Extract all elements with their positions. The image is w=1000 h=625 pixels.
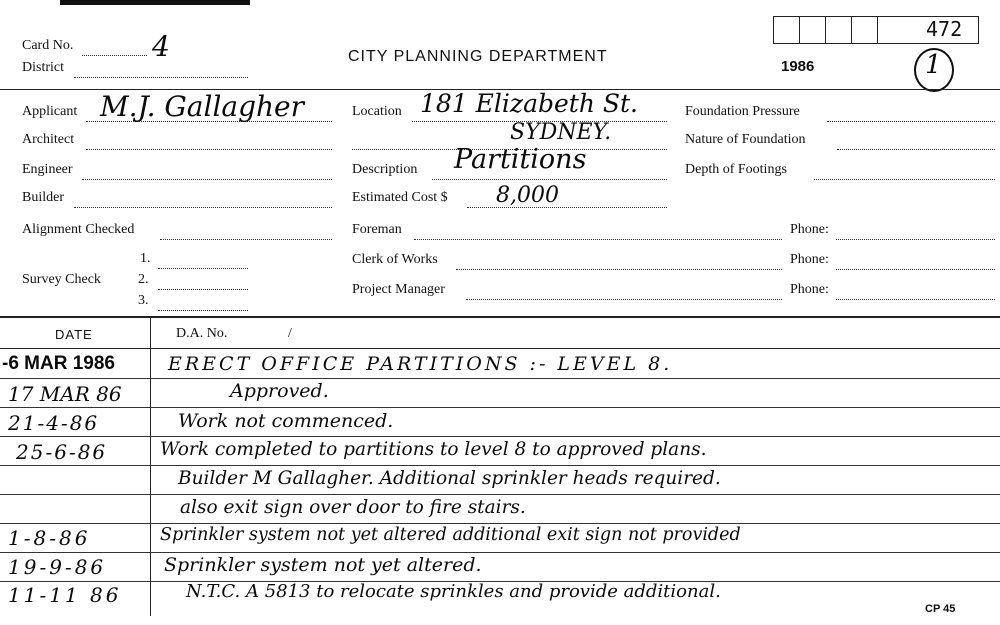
depth-footings-label: Depth of Footings (685, 162, 787, 177)
survey-2: 2. (138, 272, 149, 287)
alignment-dots (160, 239, 332, 240)
survey-3: 3. (138, 293, 149, 308)
log-entry-text-9: N.T.C. A 5813 to relocate sprinkles and provide additional. (186, 581, 721, 602)
card-no-label: Card No. (22, 38, 74, 53)
ref-circled-number: 1 (925, 50, 942, 80)
log-entry-date-8: 19-9-86 (8, 555, 107, 579)
card-no-value: 4 (152, 30, 170, 63)
phone-label-1: Phone: (790, 222, 829, 237)
district-label: District (22, 60, 64, 75)
log-entry-date-7: 1-8-86 (8, 526, 91, 550)
survey-1: 1. (140, 251, 151, 266)
log-entry-date-2: 17 MAR 86 (8, 382, 122, 406)
location-label: Location (352, 104, 402, 119)
architect-dots (86, 149, 332, 150)
description-label: Description (352, 162, 418, 177)
phone-dots-2 (836, 269, 995, 270)
rule-7 (0, 552, 1000, 553)
rule-6 (0, 523, 1000, 524)
card-no-dots (82, 55, 147, 56)
rule-2 (0, 407, 1000, 408)
phone-dots-3 (836, 299, 995, 300)
date-column-header: DATE (55, 327, 93, 342)
builder-label: Builder (22, 190, 64, 205)
log-entry-date-1: -6 MAR 1986 (2, 353, 115, 374)
rule-5 (0, 494, 1000, 495)
phone-label-2: Phone: (790, 252, 829, 267)
log-entry-text-2: Approved. (230, 380, 329, 402)
clerk-dots (456, 269, 782, 270)
cost-value: 8,000 (496, 183, 559, 208)
log-entry-text-1: ERECT OFFICE PARTITIONS :- LEVEL 8. (168, 353, 673, 375)
department-title: CITY PLANNING DEPARTMENT (348, 48, 608, 65)
depth-footings-dots (814, 179, 995, 180)
log-entry-text-8: Sprinkler system not yet altered. (164, 554, 482, 576)
survey-3-dots (158, 310, 248, 311)
year: 1986 (781, 58, 815, 75)
nature-foundation-label: Nature of Foundation (685, 132, 806, 147)
phone-dots-1 (836, 239, 995, 240)
log-entry-text-3: Work not commenced. (178, 410, 394, 432)
log-entry-text-7: Sprinkler system not yet altered additional exit sign not provided (160, 525, 741, 545)
clerk-label: Clerk of Works (352, 252, 438, 267)
log-entry-date-4: 25-6-86 (16, 440, 108, 464)
engineer-label: Engineer (22, 162, 73, 177)
description-dots (432, 179, 667, 180)
architect-label: Architect (22, 132, 75, 147)
cost-label: Estimated Cost $ (352, 190, 448, 205)
project-manager-dots (466, 299, 782, 300)
project-manager-label: Project Manager (352, 282, 445, 297)
foreman-label: Foreman (352, 222, 402, 237)
location-value-2: SYDNEY. (510, 120, 612, 145)
applicant-label: Applicant (22, 104, 78, 119)
foundation-pressure-dots (827, 121, 995, 122)
description-value: Partitions (454, 144, 587, 175)
log-entry-date-3: 21-4-86 (8, 411, 100, 435)
da-number-value: / (288, 326, 292, 341)
foreman-dots (414, 239, 782, 240)
survey-label: Survey Check (22, 272, 101, 287)
log-entry-text-5: Builder M Gallagher. Additional sprinkler heads required. (178, 468, 721, 489)
da-number-label: D.A. No. (176, 326, 228, 341)
rule-4 (0, 465, 1000, 466)
phone-label-3: Phone: (790, 282, 829, 297)
builder-dots (74, 207, 332, 208)
district-dots (74, 77, 248, 78)
alignment-label: Alignment Checked (22, 222, 135, 237)
ref-number: 472 (926, 17, 963, 41)
log-entry-text-6: also exit sign over door to fire stairs. (180, 497, 526, 518)
form-code: CP 45 (925, 603, 956, 615)
survey-1-dots (158, 268, 248, 269)
applicant-value: M.J. Gallagher (100, 90, 304, 123)
location-value-1: 181 Elizabeth St. (420, 89, 638, 118)
nature-foundation-dots (837, 149, 995, 150)
log-entry-date-9: 11-11 86 (8, 583, 122, 607)
date-column-divider (150, 316, 151, 616)
log-entry-text-4: Work completed to partitions to level 8 to approved plans. (160, 439, 707, 460)
rule-1 (0, 378, 1000, 379)
top-scan-mark (60, 0, 250, 5)
rule-3 (0, 436, 1000, 437)
foundation-pressure-label: Foundation Pressure (685, 104, 800, 119)
engineer-dots (82, 179, 332, 180)
survey-2-dots (158, 289, 248, 290)
